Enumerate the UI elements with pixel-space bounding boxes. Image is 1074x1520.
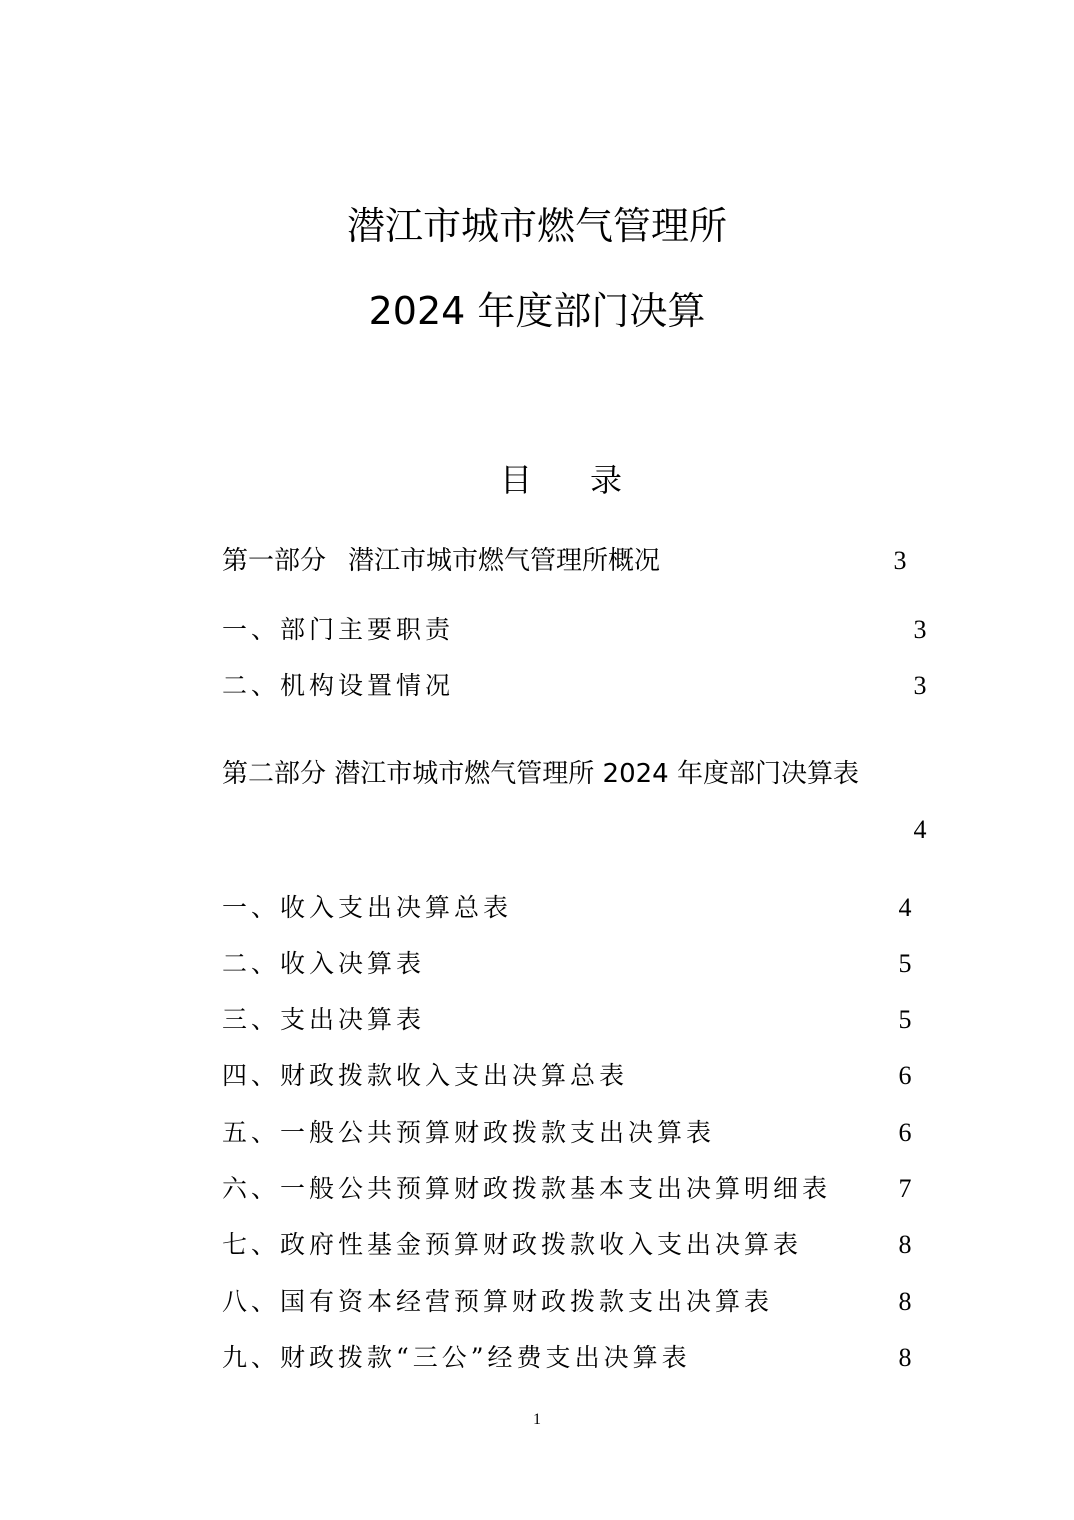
toc-part-1-title: 潜江市城市燃气管理所概况: [348, 546, 661, 576]
toc-item[interactable]: 一、部门主要职责: [222, 615, 455, 644]
toc-heading: [500, 458, 622, 502]
toc-item[interactable]: 六、一般公共预算财政拨款基本支出决算明细表: [222, 1174, 832, 1203]
toc-part-1-label: 第一部分: [222, 546, 327, 576]
document-title-line-1: 潜江市城市燃气管理所: [346, 204, 727, 248]
document-title-line-2: 2024 年度部门决算: [368, 289, 706, 333]
toc-heading-char-2: 录: [590, 461, 623, 499]
toc-item-page: 3: [913, 671, 927, 700]
toc-item-page: 3: [913, 615, 927, 644]
toc-item[interactable]: 二、收入决算表: [222, 949, 426, 978]
toc-item-page: 6: [898, 1118, 912, 1147]
toc-item-page: 4: [898, 893, 912, 922]
toc-item[interactable]: 五、一般公共预算财政拨款支出决算表: [222, 1118, 716, 1147]
toc-item[interactable]: 九、财政拨款“三公”经费支出决算表: [222, 1343, 691, 1372]
toc-part-2-page: 4: [913, 815, 927, 844]
toc-heading-char-1: 目: [500, 461, 533, 499]
toc-item[interactable]: 二、机构设置情况: [222, 671, 455, 700]
toc-part-1[interactable]: [222, 543, 660, 579]
toc-item-page: 8: [898, 1287, 912, 1316]
toc-item-page: 8: [898, 1343, 912, 1372]
toc-item-page: 6: [898, 1061, 912, 1090]
toc-part-2[interactable]: 第二部分 潜江市城市燃气管理所 2024 年度部门决算表: [222, 759, 859, 789]
toc-item[interactable]: 三、支出决算表: [222, 1005, 426, 1034]
toc-item-page: 7: [898, 1174, 912, 1203]
toc-item[interactable]: 一、收入支出决算总表: [222, 893, 513, 922]
toc-item-page: 5: [898, 949, 912, 978]
toc-item[interactable]: 四、财政拨款收入支出决算总表: [222, 1061, 629, 1090]
toc-part-1-page: 3: [893, 546, 907, 575]
toc-item-page: 5: [898, 1005, 912, 1034]
page-number: 1: [533, 1411, 541, 1428]
toc-item[interactable]: 八、国有资本经营预算财政拨款支出决算表: [222, 1287, 774, 1316]
toc-item[interactable]: 七、政府性基金预算财政拨款收入支出决算表: [222, 1230, 803, 1259]
toc-item-page: 8: [898, 1230, 912, 1259]
